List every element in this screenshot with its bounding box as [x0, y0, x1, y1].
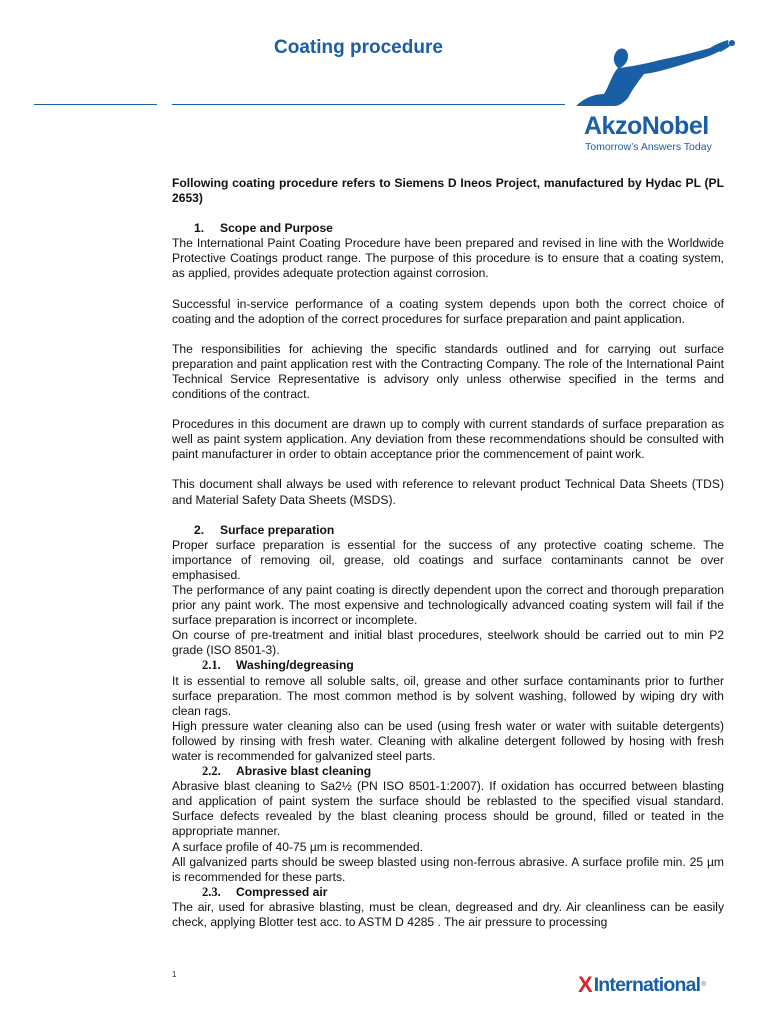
header-rule-right	[172, 104, 565, 105]
section-1-paragraph: This document shall always be used with reference to relevant product Technical Data Sheets (TDS) and Material Safety Data Sheets (MSDS).	[172, 477, 724, 507]
section-2-2-paragraph: A surface profile of 40-75 µm is recommended.	[172, 839, 423, 854]
section-2-2-title: Abrasive blast cleaning	[236, 764, 372, 779]
section-2-3-heading	[172, 885, 724, 900]
section-2-paragraph: The performance of any paint coating is directly dependent upon the correct and thorough preparation prior any paint work. The most expensive and technologically advanced coating system will fail if the surface preparation is incorrect or incomplete.	[172, 582, 724, 628]
international-x-mark-icon: X	[578, 972, 593, 997]
section-2-3-title: Compressed air	[236, 884, 328, 899]
registered-mark: ®	[701, 982, 706, 988]
section-2-number: 2.	[194, 522, 205, 537]
document-body	[172, 176, 724, 930]
section-2-1-number: 2.1.	[202, 658, 221, 673]
international-wordmark: International	[593, 973, 701, 996]
section-2-title: Surface preparation	[220, 522, 335, 537]
section-1-paragraph: The responsibilities for achieving the specific standards outlined and for carrying out surface preparation and paint application rest with the Contracting Company. The role of the International Paint Technical Service Representative is advisory only unless otherwise specified in the terms and conditions of the contract.	[172, 341, 724, 402]
section-1-title: Scope and Purpose	[220, 221, 333, 236]
section-2-1-paragraph: High pressure water cleaning also can be used (using fresh water or water with suitable detergents) followed by rinsing with fresh water. Cleaning with alkaline detergent followed by hosing with fresh water is recommended for galvanized steel parts.	[172, 718, 724, 763]
section-2-heading	[172, 523, 724, 538]
section-1-paragraph: The International Paint Coating Procedure have been prepared and revised in line with the Worldwide Protective Coatings product range. The purpose of this procedure is to ensure that a coating system, as applied, provides adequate protection against corrosion.	[172, 236, 724, 281]
section-2-paragraph: On course of pre-treatment and initial blast procedures, steelwork should be carried out to min P2 grade (ISO 8501-3).	[172, 628, 724, 658]
section-2-2-paragraph: All galvanized parts should be sweep blasted using non-ferrous abrasive. A surface profile min. 25 µm is recommended for these parts.	[172, 854, 724, 884]
section-2-2-number: 2.2.	[202, 764, 221, 779]
section-2-1-heading	[172, 658, 724, 673]
section-2-3-paragraph: The air, used for abrasive blasting, must be clean, degreased and dry. Air cleanliness can be easily check, applying Blotter test acc. to ASTM D 4285 . The air pressure to processing	[172, 899, 724, 930]
section-2-2-paragraph: Abrasive blast cleaning to Sa2½ (PN ISO 8501-1:2007). If oxidation has occurred between blasting and application of paint system the surface should be reblasted to the specified visual standard. Surface defects revealed by the blast cleaning process should be ground, filled or teated in the appropriate manner.	[172, 779, 724, 839]
page-title: Coating procedure	[274, 37, 443, 58]
section-1-paragraph: Procedures in this document are drawn up to comply with current standards of surface preparation as well as paint system application. Any deviation from these recommendations should be consulted with paint manufacturer in order to obtain acceptance prior the commencement of paint work.	[172, 417, 724, 462]
international-logo	[578, 973, 706, 997]
section-2-paragraph: Proper surface preparation is essential for the success of any protective coating scheme. The importance of removing oil, grease, old coatings and surface contaminants cannot be over emphasised.	[172, 537, 724, 582]
section-2-2-heading	[172, 764, 724, 779]
intro-paragraph: Following coating procedure refers to Siemens D Ineos Project, manufactured by Hydac PL (PL 2653)	[172, 176, 724, 206]
akzonobel-tagline: Tomorrow’s Answers Today	[585, 141, 712, 153]
section-1-heading	[172, 221, 724, 236]
section-2-3-number: 2.3.	[202, 884, 221, 899]
section-2-1-title: Washing/degreasing	[236, 658, 354, 673]
header-rule-left	[34, 104, 157, 105]
section-1-paragraph: Successful in-service performance of a coating system depends upon both the correct choice of coating and the adoption of the correct procedures for surface preparation and paint application.	[172, 296, 724, 326]
page-number: 1	[172, 970, 177, 979]
akzonobel-wordmark: AkzoNobel	[584, 112, 709, 140]
akzonobel-figure-logo	[570, 38, 740, 108]
section-1-number: 1.	[194, 221, 205, 236]
section-2-1-paragraph: It is essential to remove all soluble salts, oil, grease and other surface contaminants prior to further surface preparation. The most common method is by solvent washing, followed by wiping dry with clean rags.	[172, 673, 724, 718]
